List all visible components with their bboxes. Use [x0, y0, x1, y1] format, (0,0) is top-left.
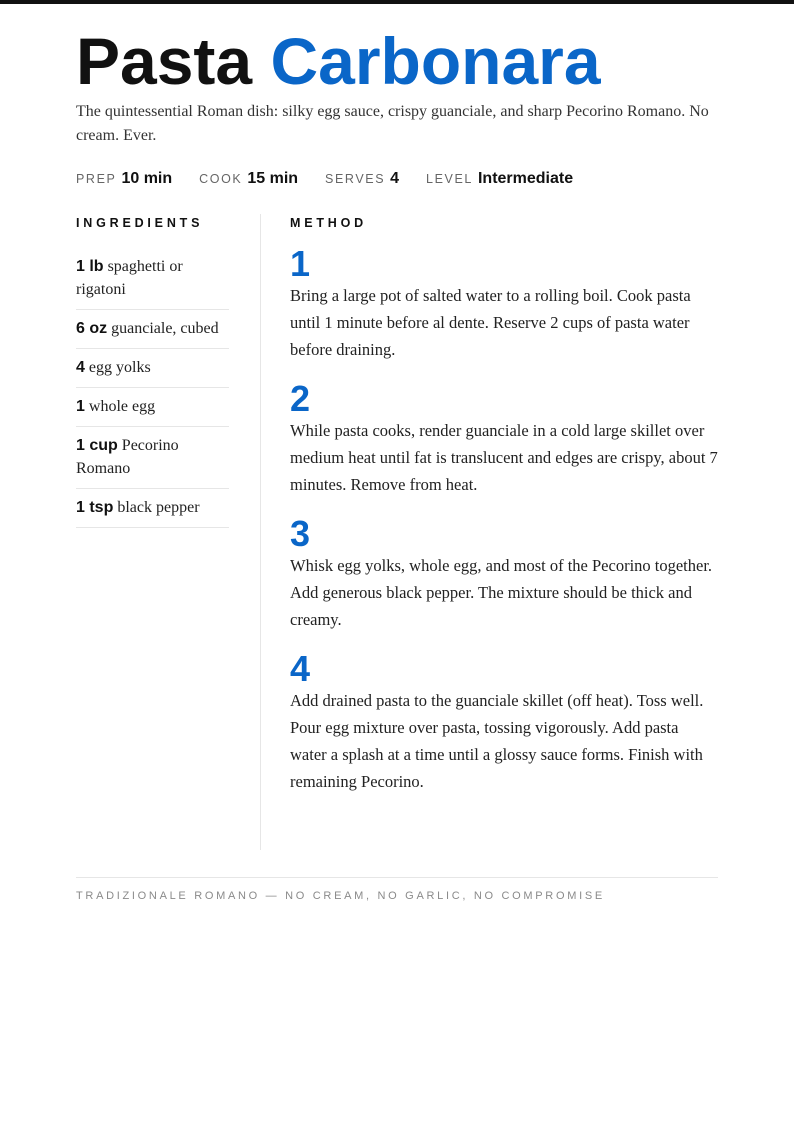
recipe-meta — [76, 170, 718, 194]
step-number: 1 — [290, 243, 311, 284]
ingredient-qty: 1 — [76, 398, 85, 415]
step-number: 3 — [290, 513, 311, 554]
recipe-subtitle: The quintessential Roman dish: silky egg sauce, crispy guanciale, and sharp Pecorino Romano. No cream. Ever. — [76, 103, 709, 144]
step-number: 2 — [290, 378, 311, 419]
ingredient-item — [76, 427, 229, 489]
page-title — [76, 4, 718, 96]
ingredient-qty: 1 cup — [76, 437, 118, 454]
meta-label: PREP — [76, 172, 117, 186]
method-column — [261, 214, 718, 813]
meta-cook — [199, 170, 298, 188]
method-step — [290, 648, 718, 795]
ingredient-item — [76, 388, 229, 427]
ingredient-item — [76, 349, 229, 388]
ingredient-name: black pepper — [117, 499, 200, 516]
method-step — [290, 378, 718, 498]
page-footer: TRADIZIONALE ROMANO — NO CREAM, NO GARLIC, NO COMPROMISE — [76, 877, 718, 902]
ingredient-name: whole egg — [88, 398, 156, 415]
meta-label: LEVEL — [426, 172, 473, 186]
meta-label: SERVES — [325, 172, 386, 186]
ingredient-name: Pecorino Romano — [76, 437, 179, 477]
ingredient-name: egg yolks — [88, 359, 151, 376]
title-word-pasta: Pasta — [76, 24, 253, 98]
method-step — [290, 243, 718, 363]
ingredients-column — [76, 214, 261, 850]
ingredient-qty: 6 oz — [76, 320, 108, 337]
method-steps — [290, 243, 718, 795]
step-number: 4 — [290, 648, 311, 689]
ingredient-item — [76, 489, 229, 528]
meta-value: 15 min — [247, 170, 299, 187]
method-step — [290, 513, 718, 633]
step-text: Add drained pasta to the guanciale skillet (off heat). Toss well. Pour egg mixture over pasta, tossing vigorously. Add pasta water a splash at a time until a glossy sauce forms. Finish with remaining Pecorino. — [290, 691, 704, 791]
ingredient-name: spaghetti or rigatoni — [76, 258, 183, 298]
meta-value: Intermediate — [477, 170, 574, 187]
ingredient-name: guanciale, cubed — [111, 320, 219, 337]
recipe-page — [76, 4, 718, 850]
ingredient-qty: 1 lb — [76, 258, 104, 275]
ingredient-qty: 4 — [76, 359, 85, 376]
title-word-carbonara: Carbonara — [270, 24, 601, 98]
meta-serves — [325, 170, 399, 188]
meta-label: COOK — [199, 172, 243, 186]
ingredients-list — [76, 248, 229, 528]
ingredient-item — [76, 248, 229, 310]
step-text: Whisk egg yolks, whole egg, and most of the Pecorino together. Add generous black pepper. The mixture should be thick and creamy. — [290, 556, 713, 629]
ingredient-qty: 1 tsp — [76, 499, 114, 516]
meta-value: 10 min — [121, 170, 173, 187]
meta-prep — [76, 170, 172, 188]
step-text: Bring a large pot of salted water to a rolling boil. Cook pasta until 1 minute before al dente. Reserve 2 cups of pasta water before draining. — [290, 286, 691, 359]
meta-value: 4 — [390, 170, 400, 187]
ingredients-heading: INGREDIENTS — [76, 216, 204, 230]
ingredient-item — [76, 310, 229, 349]
step-text: While pasta cooks, render guanciale in a cold large skillet over medium heat until fat is translucent and edges are crispy, about 7 minutes. Remove from heat. — [290, 421, 718, 494]
meta-level — [426, 170, 573, 188]
method-heading: METHOD — [290, 216, 367, 230]
recipe-columns — [76, 214, 718, 850]
